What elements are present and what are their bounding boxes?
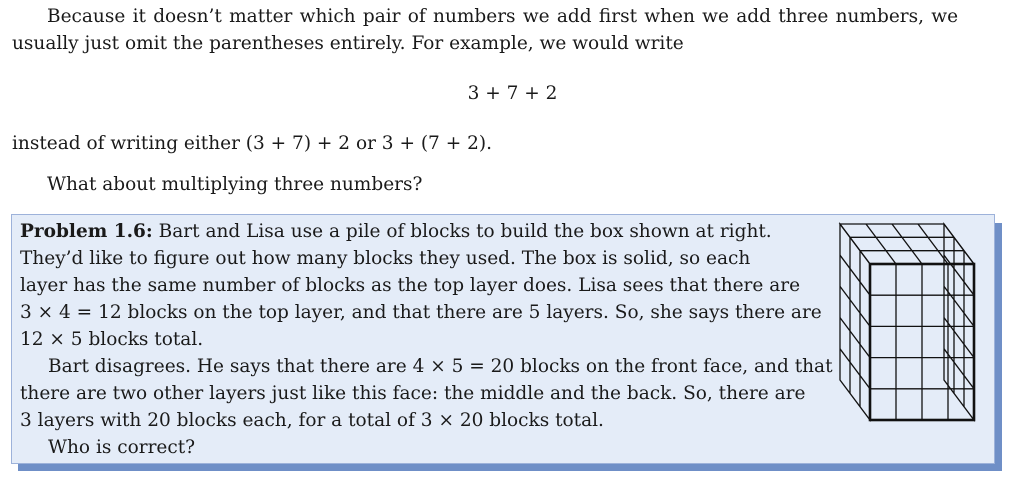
problem-label: Problem 1.6: [20, 221, 153, 242]
problem-line-2: They’d like to figure out how many blocks they used. The box is solid, so each [20, 248, 751, 269]
intro-line-1: Because it doesn’t matter which pair of numbers we add first when we add three numbers, we [47, 6, 959, 27]
cube-left-face [840, 224, 870, 420]
problem-text-1: Bart and Lisa use a pile of blocks to build the box shown at right. [158, 221, 772, 242]
display-equation: 3 + 7 + 2 [467, 83, 558, 104]
problem-line-5: 12 × 5 blocks total. [20, 329, 204, 350]
intro-line-2: usually just omit the parentheses entirely. For example, we would write [12, 33, 684, 54]
problem-line-8: 3 layers with 20 blocks each, for a total of 3 × 20 blocks total. [20, 410, 604, 431]
intro-question: What about multiplying three numbers? [47, 174, 423, 195]
problem-line-9: Who is correct? [48, 437, 196, 458]
intro-line-3: instead of writing either (3 + 7) + 2 or 3 + (7 + 2). [12, 133, 492, 154]
block-box-figure [834, 220, 982, 432]
problem-line-4: 3 × 4 = 12 blocks on the top layer, and that there are 5 layers. So, she says there are [20, 302, 822, 323]
problem-line-7: there are two other layers just like this face: the middle and the back. So, there are [20, 383, 806, 404]
cube-front-grid [870, 264, 974, 420]
problem-line-3: layer has the same number of blocks as the top layer does. Lisa sees that there are [20, 275, 801, 296]
problem-line-1 [20, 218, 772, 245]
cube-left-grid [840, 237, 870, 406]
problem-line-6: Bart disagrees. He says that there are 4 × 5 = 20 blocks on the front face, and that [48, 356, 833, 377]
